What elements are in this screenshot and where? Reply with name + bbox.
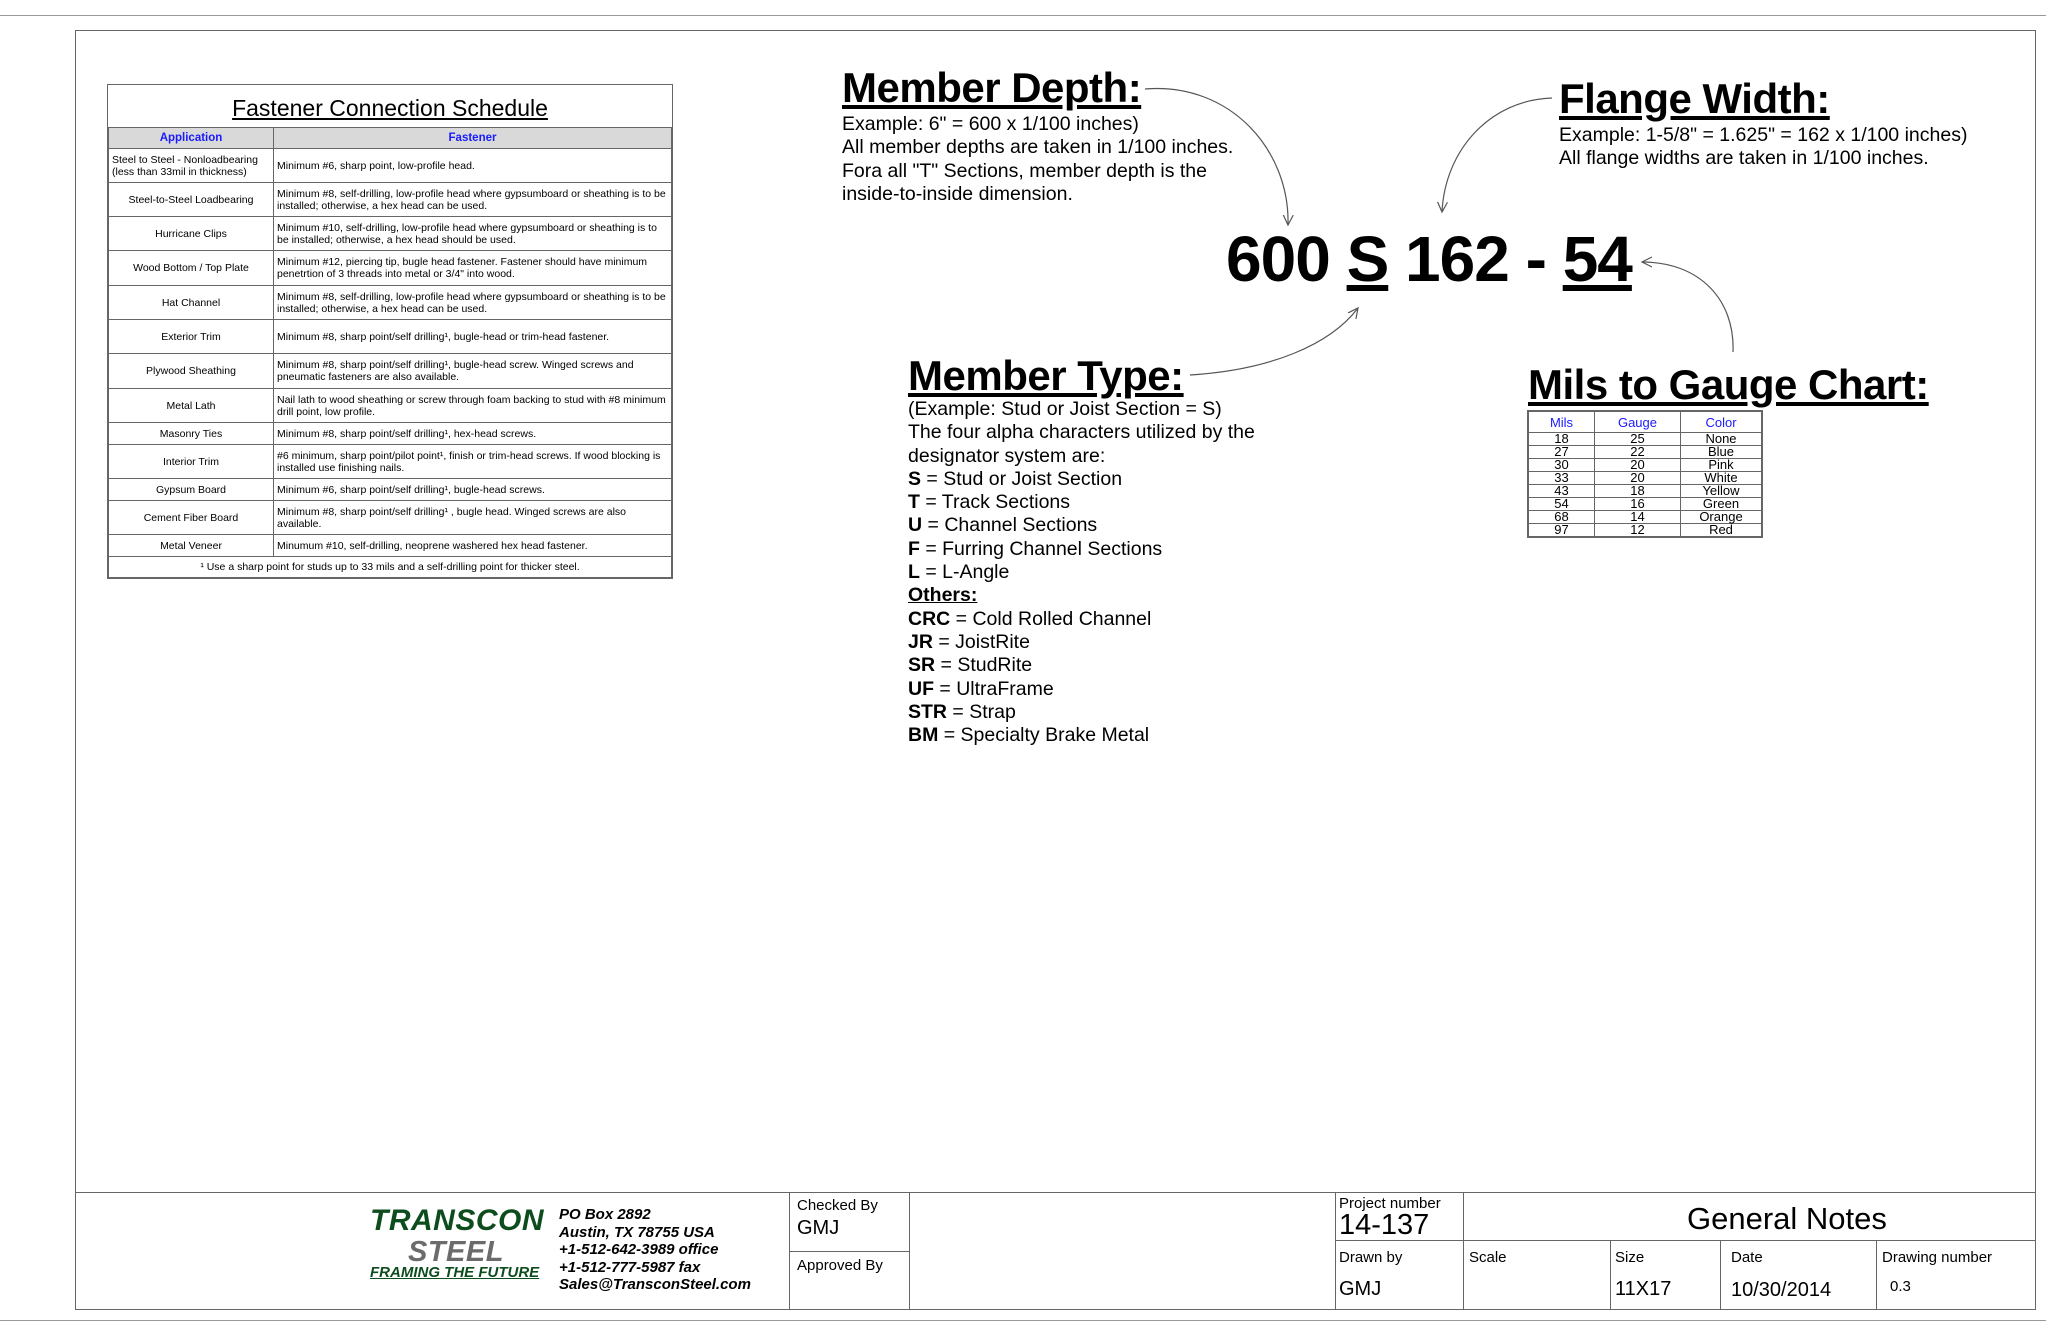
mils-cell: 27 bbox=[1529, 446, 1595, 459]
type-code: L bbox=[908, 561, 920, 584]
type-code-row bbox=[908, 491, 1255, 514]
gauge-cell: 25 bbox=[1595, 433, 1681, 446]
type-description: = Channel Sections bbox=[922, 514, 1098, 537]
type-code-row bbox=[908, 468, 1255, 491]
other-code: JR bbox=[908, 630, 933, 653]
title-block-divider bbox=[789, 1251, 909, 1252]
type-description: = Track Sections bbox=[919, 491, 1071, 514]
application-cell: Cement Fiber Board bbox=[109, 501, 274, 535]
color-cell: Blue bbox=[1681, 446, 1762, 459]
color-cell: Red bbox=[1681, 524, 1762, 537]
drawn-by-value: GMJ bbox=[1339, 1278, 1382, 1300]
other-code-row bbox=[908, 654, 1255, 677]
flange-width-line: Example: 1-5/8" = 1.625" = 162 x 1/100 inches) bbox=[1559, 124, 1968, 146]
table-row bbox=[1529, 524, 1762, 537]
mils-cell: 54 bbox=[1529, 498, 1595, 511]
application-cell: Metal Lath bbox=[109, 389, 274, 423]
type-arrow bbox=[1190, 308, 1358, 375]
size-label: Size bbox=[1615, 1249, 1645, 1266]
checked-by-label: Checked By bbox=[797, 1197, 878, 1214]
size-value: 11X17 bbox=[1615, 1278, 1672, 1300]
other-code-row bbox=[908, 724, 1255, 747]
mils-arrow bbox=[1642, 262, 1733, 352]
scale-label: Scale bbox=[1469, 1249, 1507, 1266]
application-cell: Interior Trim bbox=[109, 445, 274, 479]
member-type-intro-line: designator system are: bbox=[908, 444, 1106, 467]
title-block-divider bbox=[1335, 1240, 2036, 1241]
flange-width-heading: Flange Width: bbox=[1559, 75, 1830, 122]
address-line: +1-512-777-5987 fax bbox=[559, 1258, 701, 1276]
other-code-row bbox=[908, 608, 1255, 631]
mils-cell: 43 bbox=[1529, 485, 1595, 498]
column-header-gauge: Gauge bbox=[1595, 412, 1681, 433]
other-code: STR bbox=[908, 700, 947, 723]
type-code-row bbox=[908, 561, 1255, 584]
application-cell: Hat Channel bbox=[109, 286, 274, 320]
mils-table-header bbox=[1529, 412, 1762, 433]
color-cell: Pink bbox=[1681, 459, 1762, 472]
type-code: T bbox=[908, 491, 920, 514]
gauge-cell: 22 bbox=[1595, 446, 1681, 459]
application-cell: Plywood Sheathing bbox=[109, 354, 274, 389]
mils-cell: 68 bbox=[1529, 511, 1595, 524]
title-block-divider bbox=[1876, 1240, 1877, 1309]
color-cell: Yellow bbox=[1681, 485, 1762, 498]
address-line: Sales@TransconSteel.com bbox=[559, 1276, 751, 1293]
fastener-cell: Minimum #8, self-drilling, low-profile head where gypsumboard or sheathing is to be installed; otherwise, a hex head can be used. bbox=[274, 183, 672, 217]
gauge-cell: 20 bbox=[1595, 472, 1681, 485]
designator-dash: - bbox=[1525, 223, 1546, 295]
type-code-row bbox=[908, 538, 1255, 561]
color-cell: Orange bbox=[1681, 511, 1762, 524]
approved-by-label: Approved By bbox=[797, 1257, 883, 1274]
fastener-cell: Minimum #6, sharp point/self drilling¹, bugle-head screws. bbox=[274, 479, 672, 501]
member-depth-line: Example: 6" = 600 x 1/100 inches) bbox=[842, 113, 1139, 135]
fastener-cell: #6 minimum, sharp point/pilot point¹, finish or trim-head screws. If wood blocking is installed use finishing nails. bbox=[274, 445, 672, 479]
other-description: = Strap bbox=[947, 700, 1016, 723]
mils-chart bbox=[1527, 410, 1763, 538]
member-type-intro-line: The four alpha characters utilized by the bbox=[908, 421, 1255, 444]
other-code: CRC bbox=[908, 607, 951, 630]
column-header-application: Application bbox=[109, 128, 274, 149]
fastener-cell: Minimum #12, piercing tip, bugle head fastener. Fastener should have minimum penetrtion of 3 threads into metal or 3/4" into wood. bbox=[274, 251, 672, 286]
gauge-cell: 14 bbox=[1595, 511, 1681, 524]
title-block-divider bbox=[909, 1192, 910, 1309]
mils-cell: 30 bbox=[1529, 459, 1595, 472]
fastener-cell: Minimum #8, sharp point/self drilling¹, hex-head screws. bbox=[274, 423, 672, 445]
drawing-number-value: 0.3 bbox=[1890, 1278, 1911, 1295]
date-value: 10/30/2014 bbox=[1731, 1279, 1832, 1301]
title-block-divider bbox=[1720, 1240, 1721, 1309]
color-cell: Green bbox=[1681, 498, 1762, 511]
fastener-cell: Minimum #6, sharp point, low-profile head. bbox=[274, 149, 672, 183]
flange-arrow bbox=[1442, 98, 1552, 212]
others-heading bbox=[908, 584, 1255, 607]
member-depth-line: Fora all "T" Sections, member depth is the bbox=[842, 159, 1207, 182]
member-depth-line: inside-to-inside dimension. bbox=[842, 182, 1073, 205]
column-header-color: Color bbox=[1681, 412, 1762, 433]
footnote: ¹ Use a sharp point for studs up to 33 mils and a self-drilling point for thicker steel. bbox=[109, 557, 672, 578]
other-code-row bbox=[908, 678, 1255, 701]
other-code: SR bbox=[908, 654, 936, 677]
mils-table bbox=[1528, 411, 1762, 537]
member-type-intro-line: (Example: Stud or Joist Section = S) bbox=[908, 398, 1222, 420]
member-depth-line: All member depths are taken in 1/100 inches. bbox=[842, 136, 1234, 159]
address-line: +1-512-642-3989 office bbox=[559, 1241, 719, 1258]
application-cell: Masonry Ties bbox=[109, 423, 274, 445]
gauge-cell: 20 bbox=[1595, 459, 1681, 472]
depth-arrow bbox=[1145, 89, 1288, 225]
other-code: UF bbox=[908, 677, 934, 700]
designator-type: S bbox=[1346, 223, 1389, 295]
application-cell: Hurricane Clips bbox=[109, 217, 274, 251]
column-header-mils: Mils bbox=[1529, 412, 1595, 433]
fastener-cell: Minimum #8, sharp point/self drilling¹, bugle-head screw. Winged screws and pneumatic fasteners are also available. bbox=[274, 354, 672, 389]
fastener-schedule-title: Fastener Connection Schedule bbox=[232, 95, 548, 121]
checked-by-value: GMJ bbox=[797, 1217, 840, 1239]
title-block-divider bbox=[1335, 1192, 1336, 1309]
designator-mils: 54 bbox=[1562, 223, 1632, 295]
flange-width-line: All flange widths are taken in 1/100 inches. bbox=[1559, 147, 1929, 170]
mils-cell: 33 bbox=[1529, 472, 1595, 485]
mils-chart-heading: Mils to Gauge Chart: bbox=[1528, 361, 1929, 408]
company-logo-name-top: TRANSCON bbox=[370, 1204, 544, 1237]
other-description: = JoistRite bbox=[932, 630, 1030, 653]
fastener-cell: Minimum #10, self-drilling, low-profile head where gypsumboard or sheathing is to be installed; otherwise, a hex head should be used. bbox=[274, 217, 672, 251]
application-cell: Steel to Steel - Nonloadbearing (less than 33mil in thickness) bbox=[109, 149, 274, 183]
project-number-value: 14-137 bbox=[1339, 1209, 1430, 1241]
drawing-number-label: Drawing number bbox=[1882, 1249, 1993, 1266]
fastener-cell: Minimum #8, sharp point/self drilling¹, bugle-head or trim-head fastener. bbox=[274, 320, 672, 354]
gauge-cell: 16 bbox=[1595, 498, 1681, 511]
color-cell: White bbox=[1681, 472, 1762, 485]
title-block-divider bbox=[1610, 1240, 1611, 1309]
type-code-row bbox=[908, 514, 1255, 537]
date-label: Date bbox=[1731, 1249, 1763, 1266]
address-line: PO Box 2892 bbox=[559, 1206, 651, 1223]
company-address bbox=[559, 1206, 751, 1294]
gauge-cell: 12 bbox=[1595, 524, 1681, 537]
type-code: S bbox=[908, 467, 922, 490]
gauge-cell: 18 bbox=[1595, 485, 1681, 498]
mils-cell: 18 bbox=[1529, 433, 1595, 446]
application-cell: Wood Bottom / Top Plate bbox=[109, 251, 274, 286]
type-description: = Furring Channel Sections bbox=[919, 537, 1163, 560]
title-block-divider bbox=[1463, 1192, 1464, 1309]
other-description: = Cold Rolled Channel bbox=[950, 607, 1152, 630]
designator-depth: 600 bbox=[1226, 223, 1330, 295]
type-code: U bbox=[908, 514, 923, 537]
application-cell: Metal Veneer bbox=[109, 535, 274, 557]
address-line: Austin, TX 78755 USA bbox=[559, 1223, 715, 1241]
company-logo-name-bottom: STEEL bbox=[408, 1236, 504, 1268]
other-description: = StudRite bbox=[935, 654, 1033, 677]
company-tagline: FRAMING THE FUTURE bbox=[370, 1264, 540, 1281]
member-type-text bbox=[908, 398, 1255, 747]
project-number-label: Project number bbox=[1339, 1195, 1441, 1212]
application-cell: Exterior Trim bbox=[109, 320, 274, 354]
other-code-row bbox=[908, 631, 1255, 654]
fastener-cell: Nail lath to wood sheathing or screw through foam backing to stud with #8 minimum drill point, low profile. bbox=[274, 389, 672, 423]
mils-cell: 97 bbox=[1529, 524, 1595, 537]
other-code: BM bbox=[908, 724, 939, 747]
type-description: = L-Angle bbox=[919, 561, 1010, 584]
fastener-cell: Minimum #8, self-drilling, low-profile head where gypsumboard or sheathing is to be installed; otherwise, a hex head can be used. bbox=[274, 286, 672, 320]
fastener-cell: Minumum #10, self-drilling, neoprene washered hex head fastener. bbox=[274, 535, 672, 557]
member-type-heading: Member Type: bbox=[908, 352, 1184, 399]
designator-flange: 162 bbox=[1405, 223, 1509, 295]
column-header-fastener: Fastener bbox=[274, 128, 672, 149]
other-code-row bbox=[908, 701, 1255, 724]
other-description: = Specialty Brake Metal bbox=[938, 724, 1150, 747]
sheet-title: General Notes bbox=[1687, 1201, 1887, 1236]
other-description: = UltraFrame bbox=[934, 677, 1054, 700]
type-description: = Stud or Joist Section bbox=[921, 467, 1123, 490]
others-heading-text: Others: bbox=[908, 584, 978, 607]
color-cell: None bbox=[1681, 433, 1762, 446]
member-depth-heading: Member Depth: bbox=[842, 64, 1142, 111]
drawn-by-label: Drawn by bbox=[1339, 1249, 1403, 1266]
application-cell: Gypsum Board bbox=[109, 479, 274, 501]
title-block-top-rule bbox=[75, 1192, 2036, 1193]
application-cell: Steel-to-Steel Loadbearing bbox=[109, 183, 274, 217]
fastener-cell: Minimum #8, sharp point/self drilling¹ , bugle head. Winged screws are also available. bbox=[274, 501, 672, 535]
type-code: F bbox=[908, 537, 920, 560]
